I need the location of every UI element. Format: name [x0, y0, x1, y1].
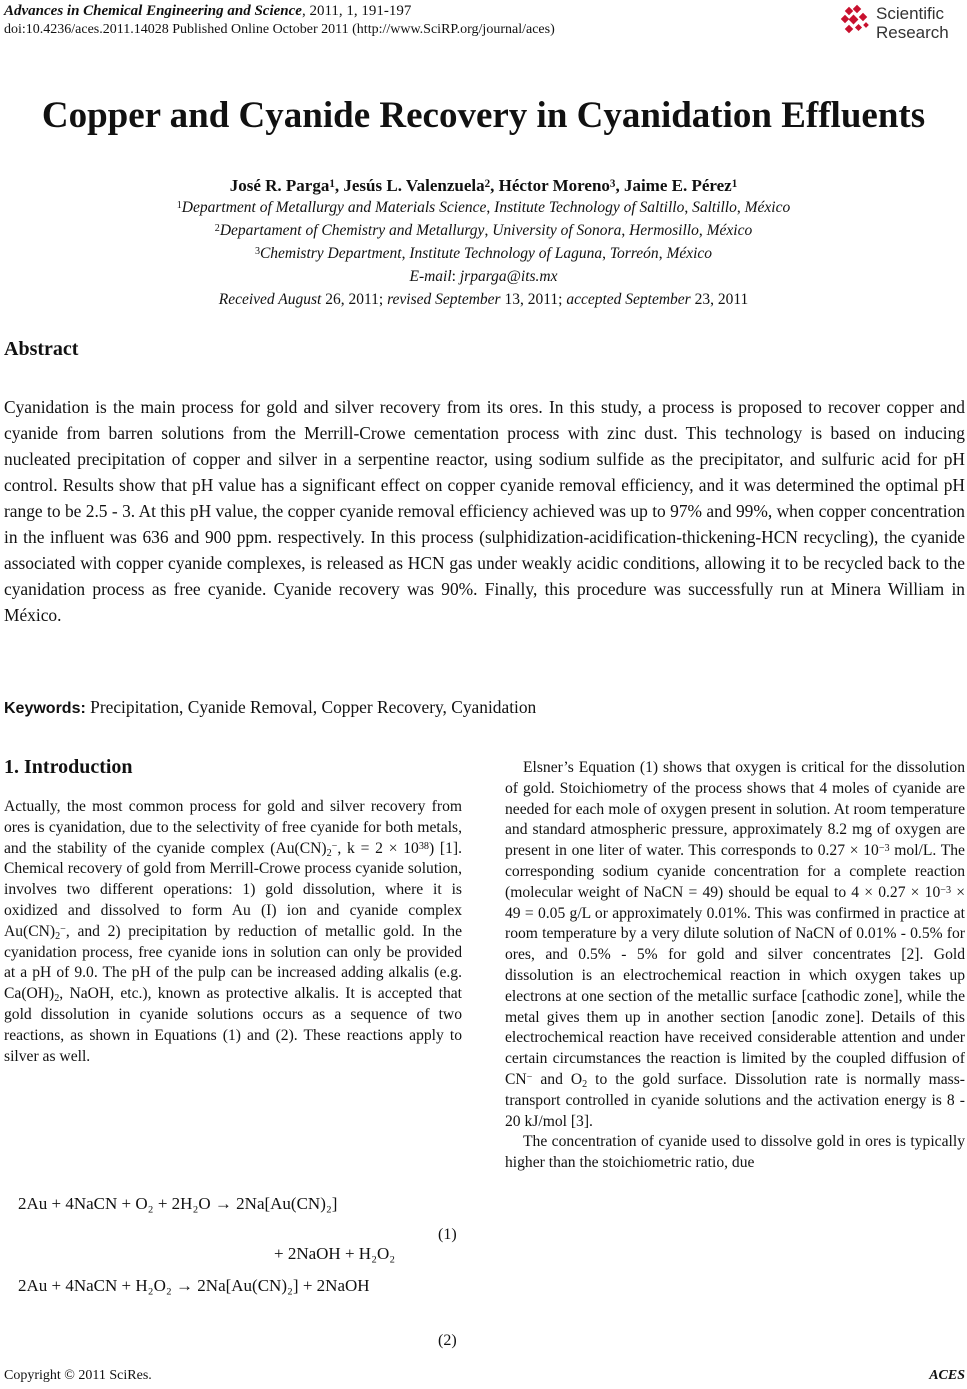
right-paragraph-1: Elsner’s Equation (1) shows that oxygen is critical for the dissolution of gold. Stoichiometry of the process shows that 4 moles of cyanide are needed for each mole of oxygen present in solution. At room temperature and standard atmospheric pressure, approximately 8.2 mg of oxygen are present in one liter of water. This corresponds to $0.27 \times 10^{-3}$ mol/L. The corresponding sodium cyanide concentration for a complete reaction (molecular weight of NaCN = 49) should be equal to $4 \times 0.27 \times 10^{-3} \times 49 = 0.05$ g/L or approximately 0.01%. This was confirmed in practice at room temperature by a very dilute solution of NaCN of 0.01% - 0.5% for ores, and 0.5% - 5% for gold and silver concentrates [2]. Gold dissolution is an electrochemical reaction in which oxygen takes up electrons at one section of the metallic surface [cathodic zone], while the metal gives them up in another section [anodic zone]. Details of this electrochemical reaction have received considerable attention and under certain circumstances the reaction is limited by the coupled diffusion of CN− and $O_2$ to the gold surface. Dissolution rate is normally mass-transport controlled in cyanide solutions and the activation energy is 8 - 20 kJ/mol [3]. — [505, 759, 965, 1130]
doi-line: doi:10.4236/aces.2011.14028 Published Online October 2011 (http://www.SciRP.org/journal/aces) — [4, 22, 555, 37]
copyright: Copyright © 2011 SciRes. — [4, 1368, 152, 1383]
scirp-logo-text: Scientific Research — [876, 4, 949, 42]
scirp-logo-icon — [840, 4, 874, 44]
journal-citation — [4, 2, 964, 21]
section-heading-introduction: 1. Introduction — [4, 756, 133, 778]
journal-name: Advances in Chemical Engineering and Science — [4, 3, 302, 19]
author-list: José R. Parga$^1$, Jesús L. Valenzuela$^2$, Héctor Moreno$^3$, Jaime E. Pérez$^1$ — [229, 176, 738, 195]
dates-line: Received August 26, 2011; revised September 13, 2011; accepted September 23, 2011 — [218, 291, 749, 308]
equation-1-line-1: 2Au + 4NaCN + O₂ + 2H₂O → 2Na[Au(CN)₂] — [18, 1194, 338, 1213]
affiliation-1: $^1$Department of Metallurgy and Materials Science, Institute Technology of Saltillo, Saltillo, México — [176, 199, 791, 216]
email-line: E-mail: jrparga@its.mx — [409, 268, 558, 285]
left-column — [4, 797, 462, 1067]
right-column — [505, 758, 965, 1174]
equation-2: 2Au + 4NaCN + H₂O₂ → 2Na[Au(CN)₂] + 2NaOH — [18, 1276, 370, 1295]
keywords-line: Keywords: Precipitation, Cyanide Removal, Copper Recovery, Cyanidation — [4, 697, 537, 717]
equation-1-line-2: + 2NaOH + H₂O₂ — [274, 1244, 396, 1263]
equations-block — [4, 1185, 464, 1365]
intro-paragraph-1: Actually, the most common process for gold and silver recovery from ores is cyanidation, due to the selectivity of free cyanide for both metals, and the stability of the cyanide complex ($Au(CN)_2^-$, $k = 2 \times 10^{38}$) [1]. Chemical recovery of gold from Merrill-Crowe process cyanide solution, involves two different operations: 1) gold dissolution, where it is oxidized and dissolved to form Au (I) ion and cyanide complex $Au(CN)_2^-$, and 2) precipitation by reduction of metallic gold. In the cyanidation process, free cyanide ions in solution can only be provided at a pH of 9.0. The pH of the pulp can be increased adding alkalis (e.g. $Ca(OH)_2$, NaOH, etc.), known as protective alkalis. It is accepted that gold dissolution in cyanide solutions occurs as a sequence of two reactions, as shown in Equations (1) and (2). These reactions apply to silver as well. — [4, 798, 462, 1065]
footer-journal-abbr: ACES — [929, 1368, 965, 1383]
keywords-list: Precipitation, Cyanide Removal, Copper Recovery, Cyanidation — [90, 697, 537, 717]
page-footer — [4, 1368, 965, 1384]
abstract-text: Cyanidation is the main process for gold and silver recovery from its ores. In this study, a process is proposed to recover copper and cyanide from barren solutions from the Merrill-Crowe cementation process with zinc dust. This technology is based on inducing nucleated precipitation of copper and silver in a serpentine reactor, using sodium sulfide as the precipitator, and sulfuric acid for pH control. Results show that pH value has a significant effect on copper cyanide removal efficiency, and it was determined the optimal pH range to be 2.5 - 3. At this pH value, the copper cyanide removal efficiency achieved was up to 97% and 99%, when copper concentration in the influent was 636 and 900 ppm. respectively. In this process (sulphidization-acidification-thickening-HCN recycling), the cyanide associated with copper cyanide complexes, is released as HCN gas under weakly acidic conditions, allowing it to be recycled back to the cyanidation process as free cyanide. Cyanide recovery was 90%. Finally, this procedure was successfully run at Minera William in México. — [4, 397, 965, 625]
abstract-heading: Abstract — [4, 338, 79, 360]
right-paragraph-2: The concentration of cyanide used to dissolve gold in ores is typically higher than the stoichiometric ratio, due — [505, 1133, 965, 1172]
email-address: jrparga@its.mx — [459, 268, 558, 285]
scirp-logo — [840, 4, 960, 44]
journal-header — [4, 2, 964, 46]
journal-volume: , 2011, 1, 191-197 — [301, 3, 412, 19]
paper-title: Copper and Cyanide Recovery in Cyanidation Effluents — [41, 95, 926, 136]
equation-1-number: (1) — [438, 1226, 457, 1243]
equation-2-number: (2) — [438, 1332, 457, 1349]
affiliation-2: $^2$Departament of Chemistry and Metallurgy, University of Sonora, Hermosillo, México — [214, 222, 753, 239]
affiliation-3: $^3$Chemistry Department, Institute Technology of Laguna, Torreón, México — [254, 245, 713, 262]
